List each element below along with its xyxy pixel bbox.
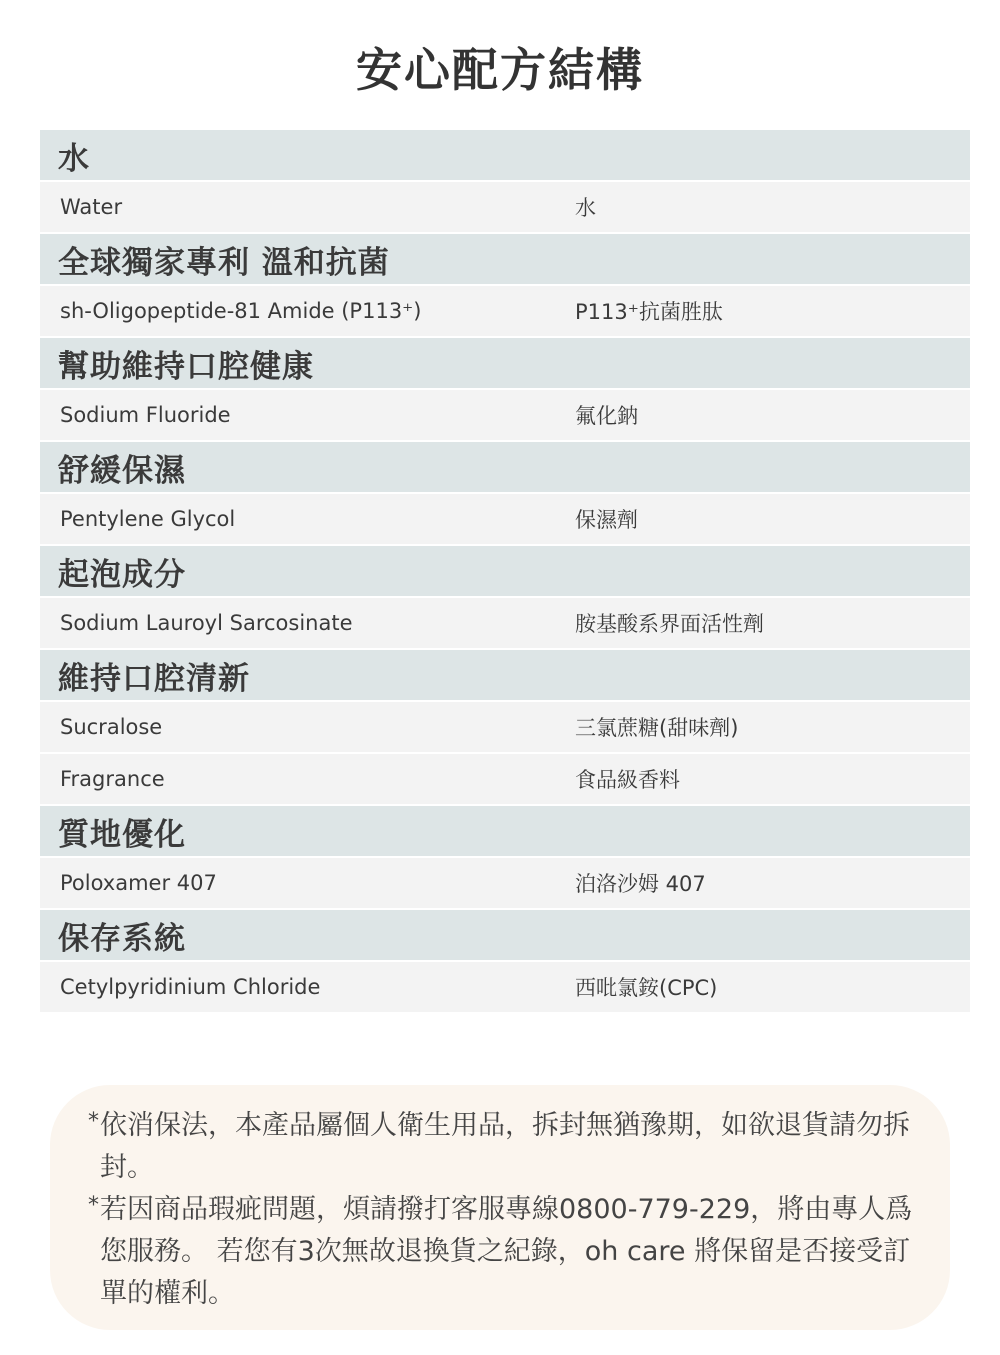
section-header: 水 [40,130,970,180]
ingredient-name-zh: 胺基酸系界面活性劑 [575,612,764,636]
ingredient-name-zh: 泊洛沙姆 407 [575,872,706,896]
ingredient-row [40,494,970,544]
ingredient-row [40,598,970,648]
ingredient-name-en: Pentylene Glycol [60,507,236,531]
section-header: 舒緩保濕 [40,442,970,492]
ingredient-name-en: Sodium Lauroyl Sarcosinate [60,611,353,635]
ingredient-name-en: Sodium Fluoride [60,403,231,427]
ingredient-name-zh: 西吡氯銨(CPC) [575,976,718,1000]
notice-box [50,1085,950,1330]
ingredient-name-en: Cetylpyridinium Chloride [60,975,321,999]
ingredient-row [40,962,970,1012]
ingredient-row [40,858,970,908]
ingredient-name-zh: 氟化鈉 [575,404,638,428]
section-header: 維持口腔清新 [40,650,970,700]
ingredient-name-zh: 食品級香料 [575,768,680,792]
ingredient-name-zh: 水 [575,196,596,220]
ingredient-table [40,130,970,1012]
section-header: 全球獨家專利 溫和抗菌 [40,234,970,284]
ingredient-row [40,702,970,752]
section-header: 起泡成分 [40,546,970,596]
asterisk-mark: * [88,1109,99,1134]
ingredient-row [40,754,970,804]
notice-item [88,1189,920,1315]
notice-item [88,1105,920,1189]
ingredient-row [40,286,970,336]
ingredient-name-zh: P113⁺抗菌胜肽 [575,300,723,324]
ingredient-name-en: Water [60,195,123,219]
ingredient-name-zh: 保濕劑 [575,508,638,532]
ingredient-name-en: sh-Oligopeptide-81 Amide (P113⁺) [60,299,422,323]
ingredient-name-zh: 三氯蔗糖(甜味劑) [575,716,739,740]
page-title: 安心配方結構 [356,43,644,97]
asterisk-mark: * [88,1193,99,1218]
section-header: 質地優化 [40,806,970,856]
ingredient-row [40,390,970,440]
ingredient-name-en: Sucralose [60,715,163,739]
ingredient-name-en: Fragrance [60,767,165,791]
notice-text: 依消保法，本產品屬個人衛生用品，拆封無猶豫期，如欲退貨請勿拆封。 [100,1110,910,1183]
ingredient-row [40,182,970,232]
notice-text: 若因商品瑕疵問題，煩請撥打客服專線0800-779-229，將由專人爲您服務。 若您有3次無故退換貨之紀錄，oh care 將保留是否接受訂單的權利。 [100,1194,913,1309]
section-header: 保存系統 [40,910,970,960]
ingredient-name-en: Poloxamer 407 [60,871,217,895]
section-header: 幫助維持口腔健康 [40,338,970,388]
